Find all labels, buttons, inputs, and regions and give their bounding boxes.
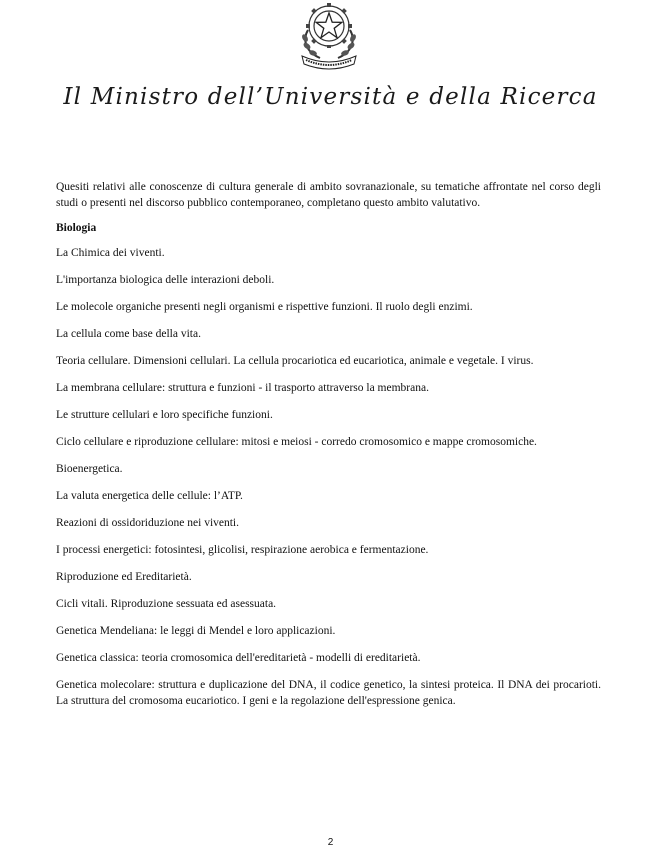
topic-item: La membrana cellulare: struttura e funzioni - il trasporto attraverso la membrana. [56,382,429,394]
topic-item: La valuta energetica delle cellule: l’ATP. [56,490,243,502]
topic-item: Ciclo cellulare e riproduzione cellulare: mitosi e meiosi - corredo cromosomico e mappe cromosomiche. [56,436,537,448]
italian-republic-emblem-icon [286,0,372,72]
topic-item: La cellula come base della vita. [56,328,201,340]
topic-item: Genetica Mendeliana: le leggi di Mendel e loro applicazioni. [56,625,336,637]
ministry-title: Il Ministro dell’Università e della Ricerca [63,84,598,110]
topic-item: Bioenergetica. [56,463,123,475]
topic-item: Le strutture cellulari e loro specifiche funzioni. [56,409,273,421]
page-number: 2 [327,837,334,848]
section-heading-biologia: Biologia [56,222,97,234]
intro-paragraph: Quesiti relativi alle conoscenze di cultura generale di ambito sovranazionale, su tematiche affrontate nel corso degli studi o presenti nel discorso pubblico contemporaneo, completano questo ambito valutativo. [56,181,601,209]
topic-item: Cicli vitali. Riproduzione sessuata ed asessuata. [56,598,277,610]
topic-item: Teoria cellulare. Dimensioni cellulari. La cellula procariotica ed eucariotica, animale e vegetale. I virus. [56,355,534,367]
topic-item: L'importanza biologica delle interazioni deboli. [56,274,275,286]
topic-item: I processi energetici: fotosintesi, glicolisi, respirazione aerobica e fermentazione. [56,544,429,556]
topic-item: Le molecole organiche presenti negli organismi e rispettive funzioni. Il ruolo degli enzimi. [56,301,473,313]
topic-item: Genetica classica: teoria cromosomica dell'ereditarietà - modelli di ereditarietà. [56,652,421,664]
topic-item: Reazioni di ossidoriduzione nei viventi. [56,517,240,529]
topic-item: Genetica molecolare: struttura e duplicazione del DNA, il codice genetico, la sintesi proteica. Il DNA dei procarioti. La struttura del cromosoma eucariotico. I geni e la regolazione dell'espressione genica. [56,679,601,707]
document-body [56,179,601,720]
topic-item: Riproduzione ed Ereditarietà. [56,571,192,583]
topic-item: La Chimica dei viventi. [56,247,165,259]
